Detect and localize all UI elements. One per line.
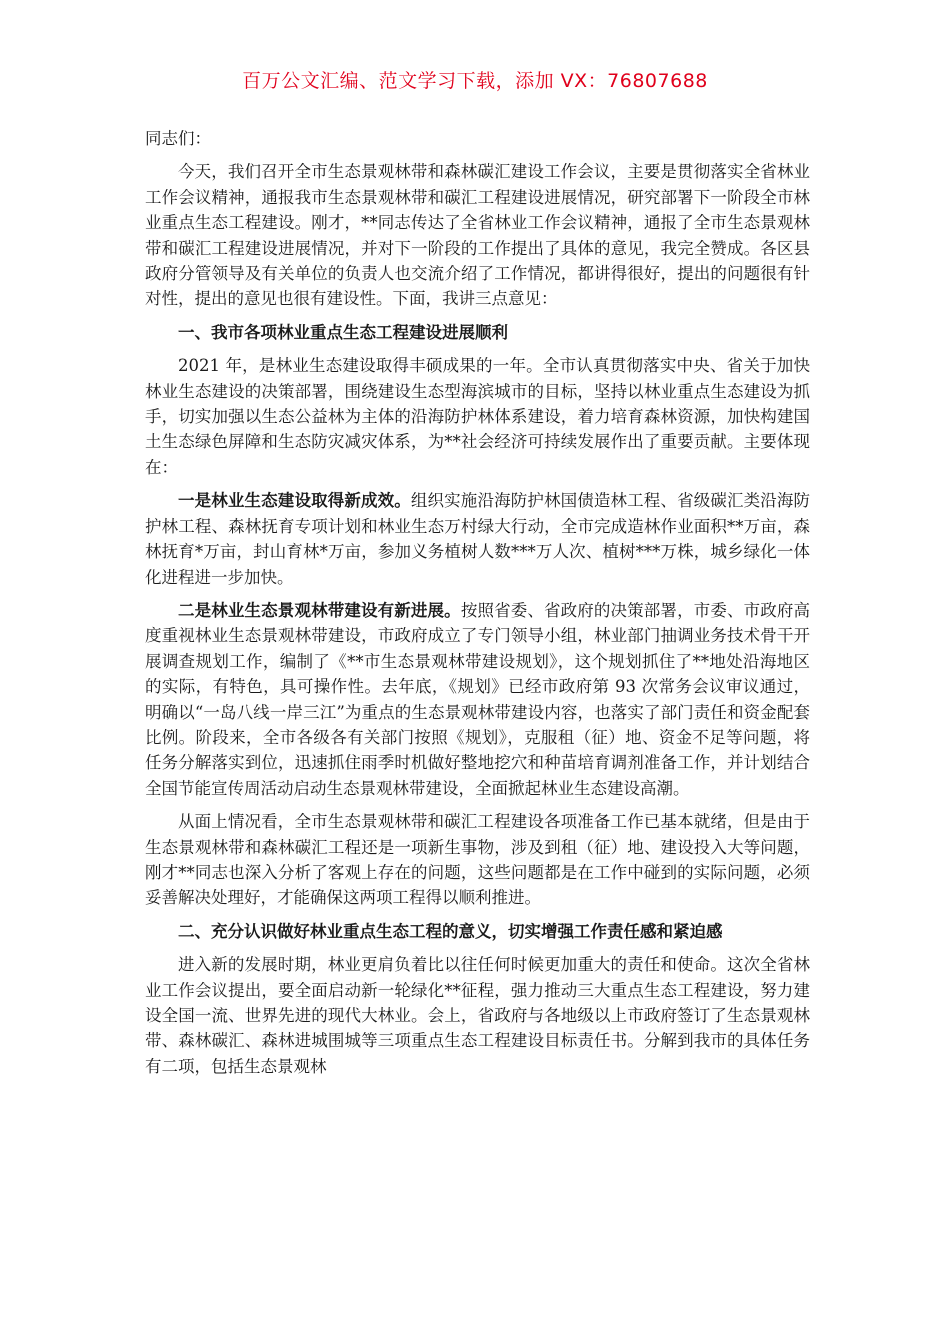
download-banner: 百万公文汇编、范文学习下载，添加 VX：76807688 — [242, 70, 708, 92]
section-heading-2: 二、充分认识做好林业重点生态工程的意义，切实增强工作责任感和紧迫感 — [178, 921, 723, 941]
new-period-paragraph: 进入新的发展时期，林业更肩负着比以往任何时候更加重大的责任和使命。这次全省林业工作会议提出，要全面启动新一轮绿化**征程，强力推动三大重点生态工程建设，努力建设全国一流、世界先进的现代大林业。会上，省政府与各地级以上市政府签订了生态景观林带、森林碳汇、森林进城围城等三项重点生态工程建设目标责任书。分解到我市的具体任务有二项，包括生态景观林 — [145, 955, 810, 1076]
point-1-paragraph — [145, 488, 810, 590]
overview-paragraph: 从面上情况看，全市生态景观林带和碳汇工程建设各项准备工作已基本就绪，但是由于生态景观林带和森林碳汇工程还是一项新生事物，涉及到租（征）地、建设投入大等问题，刚才**同志也深入分析了客观上存在的问题，这些问题都是在工作中碰到的实际问题，必须妥善解决处理好，才能确保这两项工程得以顺利推进。 — [145, 812, 810, 908]
point-2-body: 按照省委、省政府的决策部署，市委、市政府高度重视林业生态景观林带建设，市政府成立了专门领导小组，林业部门抽调业务技术骨干开展调查规划工作，编制了《**市生态景观林带建设规划》，这个规划抓住了**地处沿海地区的实际，有特色，具可操作性。去年底，《规划》已经市政府第 93 次常务会议审议通过，明确以“一岛八线一岸三江”为重点的生态景观林带建设内容，也落实了部门责任和资金配套比例。阶段来，全市各级各有关部门按照《规划》，克服租（征）地、资金不足等问题，将任务分解落实到位，迅速抓住雨季时机做好整地挖穴和种苗培育调剂准备工作，并计划结合全国节能宣传周活动启动生态景观林带建设，全面掀起林业生态建设高潮。 — [145, 600, 811, 798]
paragraph-2021: 2021 年，是林业生态建设取得丰硕成果的一年。全市认真贯彻落实中央、省关于加快林业生态建设的决策部署，围绕建设生态型海滨城市的目标，坚持以林业重点生态建设为抓手，切实加强以生态公益林为主体的沿海防护林体系建设，着力培育森林资源，加快构建国土生态绿色屏障和生态防灾减灾体系，为**社会经济可持续发展作出了重要贡献。主要体现在： — [145, 356, 810, 477]
point-2-lead: 二是林业生态景观林带建设有新进展。 — [178, 600, 461, 620]
point-2-paragraph — [145, 598, 810, 801]
section-heading-1: 一、我市各项林业重点生态工程建设进展顺利 — [178, 322, 508, 342]
point-1-lead: 一是林业生态建设取得新成效。 — [178, 491, 411, 511]
salutation: 同志们： — [145, 129, 211, 148]
intro-paragraph: 今天，我们召开全市生态景观林带和森林碳汇建设工作会议，主要是贯彻落实全省林业工作会议精神，通报我市生态景观林带和碳汇工程建设进展情况，研究部署下一阶段全市林业重点生态工程建设。刚才，**同志传达了全省林业工作会议精神，通报了全市生态景观林带和碳汇工程建设进展情况，并对下一阶段的工作提出了具体的意见，我完全赞成。各区县政府分管领导及有关单位的负责人也交流介绍了工作情况，都讲得很好，提出的问题很有针对性，提出的意见也很有建设性。下面，我讲三点意见： — [145, 162, 810, 309]
document-body — [145, 126, 810, 1087]
point-1-body: 组织实施沿海防护林国债造林工程、省级碳汇类沿海防护林工程、森林抚育专项计划和林业生态万村绿大行动，全市完成造林作业面积**万亩，森林抚育*万亩，封山育林*万亩，参加义务植树人数***万人次、植树***万株，城乡绿化一体化进程进一步加快。 — [145, 491, 811, 587]
